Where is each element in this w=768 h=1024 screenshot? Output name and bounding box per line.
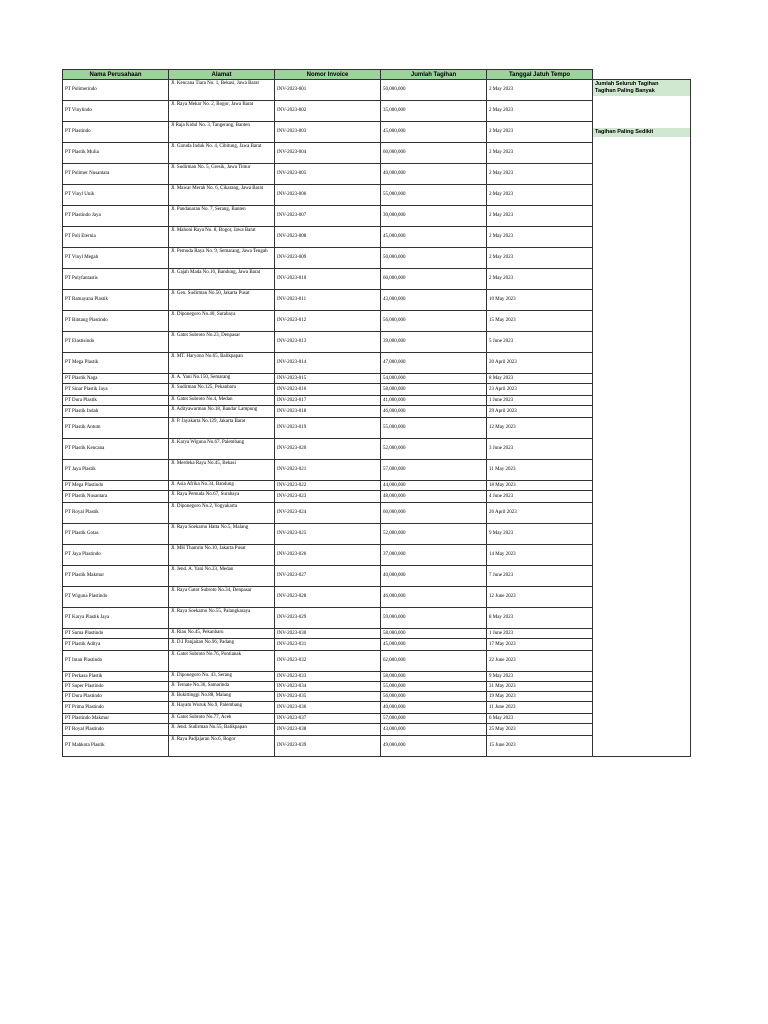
cell-address[interactable]: Jl. MT. Haryono No.65, Balikpapan [169, 353, 275, 374]
cell-invoice[interactable]: INV-2023-036 [275, 702, 381, 714]
cell-company[interactable]: PT Plastik Indah [63, 406, 169, 418]
table-row[interactable] [63, 460, 691, 481]
cell-company[interactable]: PT Vinyl Megah [63, 248, 169, 269]
cell-invoice[interactable]: INV-2023-039 [275, 736, 381, 757]
summary-cell-empty[interactable] [593, 353, 691, 374]
cell-invoice[interactable]: INV-2023-027 [275, 566, 381, 587]
cell-invoice[interactable]: INV-2023-038 [275, 724, 381, 736]
cell-due-date[interactable]: 2 May 2023 [487, 269, 593, 290]
cell-due-date[interactable]: 2 May 2023 [487, 80, 593, 101]
summary-cell-empty[interactable] [593, 651, 691, 672]
cell-amount[interactable]: 58,000,000 [381, 672, 487, 682]
cell-due-date[interactable]: 2 May 2023 [487, 227, 593, 248]
summary-cell-empty[interactable] [593, 269, 691, 290]
table-row[interactable] [63, 418, 691, 439]
cell-invoice[interactable]: INV-2023-003 [275, 122, 381, 143]
cell-due-date[interactable]: 26 April 2023 [487, 503, 593, 524]
cell-address[interactable]: Jl. Raya Soekarno No.55, Palangkaraya [169, 608, 275, 629]
cell-due-date[interactable]: 20 April 2023 [487, 353, 593, 374]
table-row[interactable] [63, 164, 691, 185]
cell-due-date[interactable]: 2 May 2023 [487, 185, 593, 206]
cell-due-date[interactable]: 2 May 2023 [487, 164, 593, 185]
cell-company[interactable]: PT Dura Plastindo [63, 692, 169, 702]
cell-invoice[interactable]: INV-2023-025 [275, 524, 381, 545]
cell-due-date[interactable]: 1 June 2023 [487, 396, 593, 406]
summary-cell-empty[interactable] [593, 374, 691, 384]
cell-amount[interactable]: 52,000,000 [381, 524, 487, 545]
header-invoice[interactable]: Nomor Invoice [275, 70, 381, 80]
cell-address[interactable]: Jl. Asia Afrika No.34, Bandung [169, 481, 275, 491]
cell-company[interactable]: PT Vinyl Unik [63, 185, 169, 206]
cell-amount[interactable]: 45,000,000 [381, 122, 487, 143]
cell-company[interactable]: PT Plastindo [63, 122, 169, 143]
summary-cell-empty[interactable] [593, 101, 691, 122]
cell-address[interactable]: Jl. Kencana Tiara No. 1, Bekasi, Jawa Barat [169, 80, 275, 101]
cell-amount[interactable]: 49,000,000 [381, 736, 487, 757]
cell-amount[interactable]: 57,000,000 [381, 460, 487, 481]
table-row[interactable] [63, 353, 691, 374]
cell-address[interactable]: Jl. Sudirman No.125, Pekanbaru [169, 384, 275, 396]
cell-company[interactable]: PT Plastik Aditya [63, 639, 169, 651]
cell-company[interactable]: PT Mega Plastik [63, 353, 169, 374]
cell-company[interactable]: PT Plastik Mulia [63, 143, 169, 164]
header-row [63, 70, 691, 80]
cell-amount[interactable]: 43,000,000 [381, 290, 487, 311]
table-row[interactable] [63, 122, 691, 143]
summary-cell-empty[interactable] [593, 248, 691, 269]
cell-invoice[interactable]: INV-2023-035 [275, 692, 381, 702]
cell-invoice[interactable]: INV-2023-006 [275, 185, 381, 206]
cell-address[interactable]: Jl. Raya Soekarno Hatta No.5, Malang [169, 524, 275, 545]
cell-due-date[interactable]: 2 May 2023 [487, 122, 593, 143]
cell-invoice[interactable]: INV-2023-028 [275, 587, 381, 608]
summary-cell-empty[interactable] [593, 587, 691, 608]
summary-min-label: Tagihan Paling Sedikit [595, 128, 654, 135]
summary-cell-empty[interactable] [593, 311, 691, 332]
summary-cell-empty[interactable] [593, 682, 691, 692]
cell-amount[interactable]: 40,000,000 [381, 702, 487, 714]
cell-due-date[interactable]: 2 May 2023 [487, 206, 593, 227]
summary-cell-empty[interactable] [593, 185, 691, 206]
cell-invoice[interactable]: INV-2023-010 [275, 269, 381, 290]
cell-invoice[interactable]: INV-2023-023 [275, 491, 381, 503]
cell-company[interactable]: PT Polimerindo [63, 80, 169, 101]
cell-address[interactable]: Jl. Hayam Wuruk No.9, Palembang [169, 702, 275, 714]
table-row[interactable] [63, 714, 691, 724]
cell-address[interactable]: Jl. P. Jayakarta No.129, Jakarta Barat [169, 418, 275, 439]
summary-cell-empty[interactable] [593, 460, 691, 481]
summary-cell-empty[interactable] [593, 736, 691, 757]
table-row[interactable] [63, 439, 691, 460]
invoice-table [62, 69, 691, 757]
cell-amount[interactable]: 44,000,000 [381, 481, 487, 491]
cell-due-date[interactable]: 29 April 2023 [487, 406, 593, 418]
cell-amount[interactable]: 47,000,000 [381, 353, 487, 374]
cell-address[interactable]: Jl. Sudirman No. 5, Gresik, Jawa Timur [169, 164, 275, 185]
cell-invoice[interactable]: INV-2023-033 [275, 672, 381, 682]
cell-due-date[interactable]: 4 June 2023 [487, 491, 593, 503]
cell-invoice[interactable]: INV-2023-014 [275, 353, 381, 374]
cell-amount[interactable]: 39,000,000 [381, 332, 487, 353]
cell-address[interactable]: Jl. Karya Wiguna No.67, Palembang [169, 439, 275, 460]
cell-due-date[interactable]: 8 May 2023 [487, 608, 593, 629]
cell-due-date[interactable]: 7 June 2023 [487, 566, 593, 587]
summary-cell-empty[interactable] [593, 608, 691, 629]
cell-amount[interactable]: 60,000,000 [381, 269, 487, 290]
cell-company[interactable]: PT Royal Plastik [63, 503, 169, 524]
cell-company[interactable]: PT Poli Eternia [63, 227, 169, 248]
cell-company[interactable]: PT Plastik Kencana [63, 439, 169, 460]
cell-invoice[interactable]: INV-2023-013 [275, 332, 381, 353]
summary-cell-empty[interactable] [593, 503, 691, 524]
cell-address[interactable]: Jl. Gatot Subroto No.4, Medan [169, 396, 275, 406]
summary-cell-empty[interactable] [593, 332, 691, 353]
cell-invoice[interactable]: INV-2023-002 [275, 101, 381, 122]
cell-company[interactable]: PT Mega Plastindo [63, 481, 169, 491]
cell-invoice[interactable]: INV-2023-015 [275, 374, 381, 384]
cell-amount[interactable]: 60,000,000 [381, 503, 487, 524]
cell-address[interactable]: Jl. Gatot Subroto No.77, Aceh [169, 714, 275, 724]
cell-due-date[interactable]: 11 May 2023 [487, 460, 593, 481]
cell-address[interactable]: Jl. Diponegoro No.2, Yogyakarta [169, 503, 275, 524]
cell-invoice[interactable]: INV-2023-005 [275, 164, 381, 185]
cell-due-date[interactable]: 11 June 2023 [487, 702, 593, 714]
cell-amount[interactable]: 50,000,000 [381, 80, 487, 101]
table-body [63, 80, 691, 757]
cell-amount[interactable]: 40,000,000 [381, 164, 487, 185]
cell-address[interactable]: Jl. A. Yani No.150, Semarang [169, 374, 275, 384]
header-amount[interactable]: Jumlah Tagihan [381, 70, 487, 80]
cell-company[interactable]: PT Karya Plastik Jaya [63, 608, 169, 629]
cell-address[interactable]: Jl. Gajah Mada No.10, Bandung, Jawa Barat [169, 269, 275, 290]
cell-invoice[interactable]: INV-2023-032 [275, 651, 381, 672]
table-row[interactable] [63, 269, 691, 290]
cell-address[interactable]: Jl. Merdeka Raya No.45, Bekasi [169, 460, 275, 481]
cell-invoice[interactable]: INV-2023-016 [275, 384, 381, 396]
cell-address[interactable]: Jl. Gen. Sudirman No.50, Jakarta Pusat [169, 290, 275, 311]
table-row[interactable] [63, 566, 691, 587]
table-row[interactable] [63, 248, 691, 269]
cell-address[interactable]: Jl. Raya Padjajaran No.6, Bogor [169, 736, 275, 757]
cell-company[interactable]: PT Jaya Plastindo [63, 545, 169, 566]
summary-cell-empty[interactable] [593, 714, 691, 724]
summary-box-top [593, 80, 690, 96]
table-row[interactable] [63, 143, 691, 164]
cell-company[interactable]: PT Plastik Naga [63, 374, 169, 384]
cell-amount[interactable]: 52,000,000 [381, 439, 487, 460]
cell-address[interactable]: Jl. Gatot Subroto No.76, Pontianak [169, 651, 275, 672]
cell-address[interactable]: Jl. Diponegoro No.40, Surabaya [169, 311, 275, 332]
table-row[interactable] [63, 491, 691, 503]
summary-cell-min[interactable] [593, 122, 691, 143]
cell-due-date[interactable]: 8 May 2023 [487, 374, 593, 384]
cell-invoice[interactable]: INV-2023-024 [275, 503, 381, 524]
cell-invoice[interactable]: INV-2023-019 [275, 418, 381, 439]
cell-amount[interactable]: 58,000,000 [381, 629, 487, 639]
cell-address[interactable]: Jl. Ternate No.36, Samarinda [169, 682, 275, 692]
summary-cell-empty[interactable] [593, 724, 691, 736]
cell-due-date[interactable]: 22 June 2023 [487, 651, 593, 672]
cell-address[interactable]: Jl. MH Thamrin No.10, Jakarta Pusat [169, 545, 275, 566]
summary-cell-total-max[interactable] [593, 80, 691, 101]
cell-due-date[interactable]: 2 May 2023 [487, 101, 593, 122]
cell-invoice[interactable]: INV-2023-020 [275, 439, 381, 460]
cell-due-date[interactable]: 9 May 2023 [487, 524, 593, 545]
cell-company[interactable]: PT Plastik Makmur [63, 566, 169, 587]
cell-due-date[interactable]: 2 May 2023 [487, 143, 593, 164]
cell-amount[interactable]: 54,000,000 [381, 374, 487, 384]
cell-due-date[interactable]: 19 May 2023 [487, 692, 593, 702]
table-row[interactable] [63, 80, 691, 101]
cell-invoice[interactable]: INV-2023-008 [275, 227, 381, 248]
summary-cell-empty[interactable] [593, 524, 691, 545]
cell-invoice[interactable]: INV-2023-026 [275, 545, 381, 566]
table-row[interactable] [63, 702, 691, 714]
cell-invoice[interactable]: INV-2023-012 [275, 311, 381, 332]
cell-amount[interactable]: 56,000,000 [381, 311, 487, 332]
table-row[interactable] [63, 629, 691, 639]
cell-address[interactable]: Jl. D.I Panjaitan No.96, Padang [169, 639, 275, 651]
summary-cell-empty[interactable] [593, 481, 691, 491]
summary-cell-empty[interactable] [593, 384, 691, 396]
cell-invoice[interactable]: INV-2023-021 [275, 460, 381, 481]
summary-cell-empty[interactable] [593, 702, 691, 714]
cell-invoice[interactable]: INV-2023-004 [275, 143, 381, 164]
summary-cell-empty[interactable] [593, 418, 691, 439]
cell-address[interactable]: Jl. Mahoni Raya No. 8, Bogor, Jawa Barat [169, 227, 275, 248]
cell-company[interactable]: PT Royal Plastindo [63, 724, 169, 736]
summary-cell-empty[interactable] [593, 227, 691, 248]
cell-address[interactable]: Jl. Jend. A. Yani No.23, Medan [169, 566, 275, 587]
summary-cell-empty[interactable] [593, 290, 691, 311]
cell-company[interactable]: PT Bintang Plastindo [63, 311, 169, 332]
table-row[interactable] [63, 692, 691, 702]
cell-due-date[interactable]: 12 May 2023 [487, 418, 593, 439]
summary-cell-empty[interactable] [593, 692, 691, 702]
cell-due-date[interactable]: 5 June 2023 [487, 332, 593, 353]
summary-box-min [593, 128, 690, 137]
table-row[interactable] [63, 227, 691, 248]
cell-address[interactable]: Jl. Pandanaran No. 7, Serang, Banten [169, 206, 275, 227]
cell-company[interactable]: PT Plastik Antum [63, 418, 169, 439]
table-row[interactable] [63, 374, 691, 384]
cell-invoice[interactable]: INV-2023-029 [275, 608, 381, 629]
header-address[interactable]: Alamat [169, 70, 275, 80]
cell-due-date[interactable]: 3 June 2023 [487, 439, 593, 460]
cell-address[interactable]: Jl. Mawar Merah No. 6, Cikarang, Jawa Barat [169, 185, 275, 206]
cell-due-date[interactable]: 6 May 2023 [487, 714, 593, 724]
cell-company[interactable]: PT Mahkota Plastik [63, 736, 169, 757]
cell-company[interactable]: PT Polimer Nusantara [63, 164, 169, 185]
cell-amount[interactable]: 56,000,000 [381, 692, 487, 702]
cell-amount[interactable]: 58,000,000 [381, 384, 487, 396]
cell-company[interactable]: PT Vinylindo [63, 101, 169, 122]
cell-due-date[interactable]: 2 May 2023 [487, 248, 593, 269]
summary-cell-empty[interactable] [593, 639, 691, 651]
cell-address[interactable]: Jl. Diponegoro No. 43, Serang [169, 672, 275, 682]
header-side-empty[interactable] [593, 70, 691, 80]
cell-due-date[interactable]: 25 May 2023 [487, 724, 593, 736]
cell-company[interactable]: PT Super Plastindo [63, 682, 169, 692]
cell-company[interactable]: PT Perkasa Plastik [63, 672, 169, 682]
cell-address[interactable]: Jl. Bukittinggi No.88, Malang [169, 692, 275, 702]
cell-address[interactable]: Jl. Raya Pemuda No.67, Surabaya [169, 491, 275, 503]
table-row[interactable] [63, 185, 691, 206]
cell-company[interactable]: PT Dura Plastik [63, 396, 169, 406]
table-row[interactable] [63, 651, 691, 672]
cell-amount[interactable]: 46,000,000 [381, 406, 487, 418]
summary-cell-empty[interactable] [593, 164, 691, 185]
table-row[interactable] [63, 724, 691, 736]
table-row[interactable] [63, 503, 691, 524]
cell-amount[interactable]: 46,000,000 [381, 587, 487, 608]
cell-company[interactable]: PT Jaya Plastik [63, 460, 169, 481]
cell-company[interactable]: PT Plastik Gotas [63, 524, 169, 545]
table-row[interactable] [63, 481, 691, 491]
cell-due-date[interactable]: 14 May 2023 [487, 545, 593, 566]
cell-invoice[interactable]: INV-2023-031 [275, 639, 381, 651]
summary-cell-empty[interactable] [593, 672, 691, 682]
cell-due-date[interactable]: 15 June 2023 [487, 736, 593, 757]
table-row[interactable] [63, 587, 691, 608]
cell-invoice[interactable]: INV-2023-030 [275, 629, 381, 639]
spreadsheet [62, 69, 691, 757]
table-row[interactable] [63, 736, 691, 757]
cell-amount[interactable]: 45,000,000 [381, 227, 487, 248]
table-row[interactable] [63, 672, 691, 682]
cell-company[interactable]: PT Wiguna Plastindo [63, 587, 169, 608]
cell-due-date[interactable]: 18 May 2023 [487, 481, 593, 491]
table-row[interactable] [63, 545, 691, 566]
cell-invoice[interactable]: INV-2023-018 [275, 406, 381, 418]
table-row[interactable] [63, 311, 691, 332]
cell-address[interactable]: Jl Raja Kidul No. 3, Tangerang, Banten [169, 122, 275, 143]
cell-amount[interactable]: 59,000,000 [381, 608, 487, 629]
cell-amount[interactable]: 60,000,000 [381, 143, 487, 164]
table-row[interactable] [63, 406, 691, 418]
cell-company[interactable]: PT Polyfantastis [63, 269, 169, 290]
table-row[interactable] [63, 290, 691, 311]
summary-cell-empty[interactable] [593, 406, 691, 418]
cell-address[interactable]: Jl. Raya Mekar No. 2, Bogor, Jawa Barat [169, 101, 275, 122]
header-due-date[interactable]: Tanggal Jatuh Tempo [487, 70, 593, 80]
cell-amount[interactable]: 30,000,000 [381, 206, 487, 227]
table-row[interactable] [63, 101, 691, 122]
summary-cell-empty[interactable] [593, 439, 691, 460]
cell-address[interactable]: Jl. Jend. Sudirman No.55, Balikpapan [169, 724, 275, 736]
summary-total-label: Jumlah Seluruh Tagihan [595, 81, 659, 87]
cell-amount[interactable]: 57,000,000 [381, 714, 487, 724]
cell-company[interactable]: PT Plastindo Jaya [63, 206, 169, 227]
cell-invoice[interactable]: INV-2023-022 [275, 481, 381, 491]
cell-amount[interactable]: 40,000,000 [381, 566, 487, 587]
table-row[interactable] [63, 396, 691, 406]
table-row[interactable] [63, 384, 691, 396]
cell-due-date[interactable]: 17 May 2023 [487, 639, 593, 651]
cell-address[interactable]: Jl. Raya Gatot Subroto No.34, Denpasar [169, 587, 275, 608]
cell-invoice[interactable]: INV-2023-037 [275, 714, 381, 724]
cell-amount[interactable]: 43,000,000 [381, 724, 487, 736]
summary-cell-empty[interactable] [593, 545, 691, 566]
table-row[interactable] [63, 524, 691, 545]
cell-amount[interactable]: 62,000,000 [381, 651, 487, 672]
summary-cell-empty[interactable] [593, 566, 691, 587]
summary-cell-empty[interactable] [593, 396, 691, 406]
cell-due-date[interactable]: 12 June 2023 [487, 587, 593, 608]
cell-amount[interactable]: 55,000,000 [381, 185, 487, 206]
cell-due-date[interactable]: 23 April 2023 [487, 384, 593, 396]
cell-amount[interactable]: 50,000,000 [381, 248, 487, 269]
cell-company[interactable]: PT Ramayana Plastik [63, 290, 169, 311]
cell-company[interactable]: PT Elastisindo [63, 332, 169, 353]
cell-address[interactable]: Jl. Gatot Subroto No.23, Denpasar [169, 332, 275, 353]
cell-address[interactable]: Jl. Adityawarman No.18, Bandar Lampung [169, 406, 275, 418]
table-row[interactable] [63, 206, 691, 227]
cell-amount[interactable]: 55,000,000 [381, 682, 487, 692]
summary-cell-empty[interactable] [593, 143, 691, 164]
cell-invoice[interactable]: INV-2023-034 [275, 682, 381, 692]
cell-due-date[interactable]: 10 May 2023 [487, 290, 593, 311]
cell-invoice[interactable]: INV-2023-007 [275, 206, 381, 227]
cell-due-date[interactable]: 15 May 2023 [487, 311, 593, 332]
cell-invoice[interactable]: INV-2023-017 [275, 396, 381, 406]
cell-amount[interactable]: 37,000,000 [381, 545, 487, 566]
summary-max-label: Tagihan Paling Banyak [595, 88, 655, 94]
cell-due-date[interactable]: 1 June 2023 [487, 629, 593, 639]
cell-amount[interactable]: 41,000,000 [381, 396, 487, 406]
summary-cell-empty[interactable] [593, 491, 691, 503]
cell-address[interactable]: Jl. Pemuda Raya No. 9, Semarang, Jawa Tengah [169, 248, 275, 269]
table-row[interactable] [63, 682, 691, 692]
table-row[interactable] [63, 608, 691, 629]
cell-invoice[interactable]: INV-2023-001 [275, 80, 381, 101]
summary-cell-empty[interactable] [593, 206, 691, 227]
cell-amount[interactable]: 45,000,000 [381, 639, 487, 651]
cell-company[interactable]: PT Suma Plastindo [63, 629, 169, 639]
cell-company[interactable]: PT Intan Plastindo [63, 651, 169, 672]
table-row[interactable] [63, 332, 691, 353]
cell-due-date[interactable]: 31 May 2023 [487, 682, 593, 692]
cell-amount[interactable]: 48,000,000 [381, 491, 487, 503]
header-company[interactable]: Nama Perusahaan [63, 70, 169, 80]
cell-amount[interactable]: 55,000,000 [381, 418, 487, 439]
cell-invoice[interactable]: INV-2023-011 [275, 290, 381, 311]
cell-address[interactable]: Jl. Garuda Induk No. 4, Cibitung, Jawa Barat [169, 143, 275, 164]
summary-cell-empty[interactable] [593, 629, 691, 639]
cell-company[interactable]: PT Prima Plastindo [63, 702, 169, 714]
cell-company[interactable]: PT Sinar Plastik Jaya [63, 384, 169, 396]
cell-invoice[interactable]: INV-2023-009 [275, 248, 381, 269]
cell-company[interactable]: PT Plastindo Makmur [63, 714, 169, 724]
cell-company[interactable]: PT Plastik Nusantara [63, 491, 169, 503]
table-row[interactable] [63, 639, 691, 651]
cell-address[interactable]: Jl. Riau No.45, Pekanbaru [169, 629, 275, 639]
cell-amount[interactable]: 35,000,000 [381, 101, 487, 122]
cell-due-date[interactable]: 9 May 2023 [487, 672, 593, 682]
